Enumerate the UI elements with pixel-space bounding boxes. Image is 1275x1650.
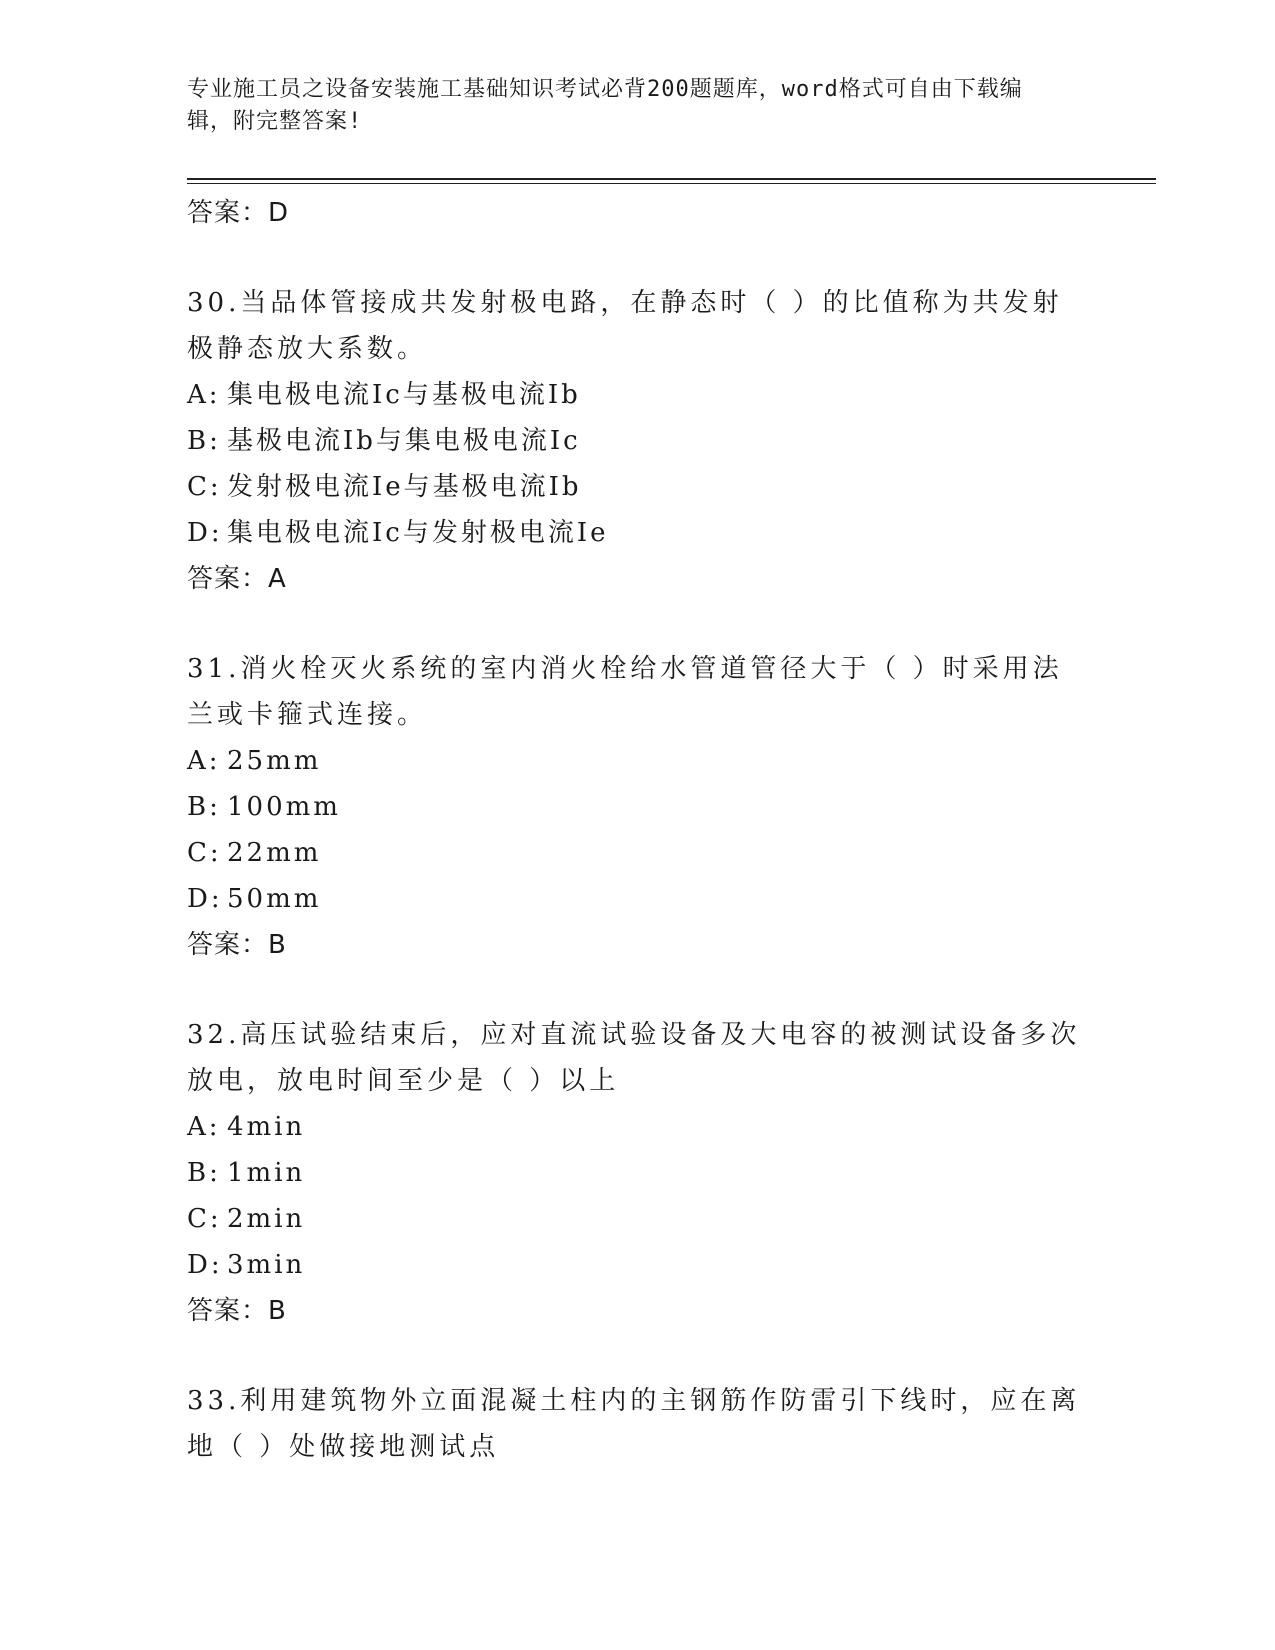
option-b: [187, 784, 1087, 830]
question-stem: 33.利用建筑物外立面混凝土柱内的主钢筋作防雷引下线时，应在离地（ ）处做接地测试点: [187, 1386, 1081, 1462]
question-32: [187, 1012, 1087, 1334]
option-text: 100mm: [227, 792, 341, 822]
option-letter: D:: [187, 1250, 223, 1280]
option-letter: C:: [187, 1204, 222, 1234]
option-c: [187, 464, 1087, 510]
option-c: [187, 1196, 1087, 1242]
option-letter: B:: [187, 1158, 221, 1188]
header-divider-thin: [187, 183, 1156, 184]
question-list: [187, 190, 1087, 1470]
option-b: [187, 418, 1087, 464]
question-stem: 32.高压试验结束后，应对直流试验设备及大电容的被测试设备多次放电，放电时间至少是（ ）以上: [187, 1020, 1081, 1096]
option-letter: A:: [187, 1112, 221, 1142]
option-b: [187, 1150, 1087, 1196]
answer-line: 答案：B: [187, 930, 287, 960]
option-text: 发射极电流Ie与基极电流Ib: [227, 472, 582, 502]
option-letter: D:: [187, 518, 223, 548]
option-letter: A:: [187, 380, 221, 410]
option-text: 25mm: [227, 746, 322, 776]
question-stem: 30.当品体管接成共发射极电路，在静态时（ ）的比值称为共发射极静态放大系数。: [187, 288, 1063, 364]
option-letter: B:: [187, 426, 221, 456]
option-letter: C:: [187, 472, 222, 502]
option-letter: A:: [187, 746, 221, 776]
option-letter: C:: [187, 838, 222, 868]
option-text: 2min: [227, 1204, 306, 1234]
question-30: [187, 280, 1087, 602]
option-text: 集电极电流Ic与发射极电流Ie: [227, 518, 609, 548]
option-d: [187, 1242, 1087, 1288]
option-text: 基极电流Ib与集电极电流Ic: [227, 426, 581, 456]
previous-answer: 答案：D: [187, 198, 290, 228]
question-33: [187, 1378, 1087, 1470]
option-c: [187, 830, 1087, 876]
option-a: [187, 1104, 1087, 1150]
option-letter: D:: [187, 884, 223, 914]
option-a: [187, 738, 1087, 784]
option-text: 1min: [227, 1158, 306, 1188]
option-d: [187, 510, 1087, 556]
question-stem: 31.消火栓灭火系统的室内消火栓给水管道管径大于（ ）时采用法兰或卡箍式连接。: [187, 654, 1063, 730]
option-d: [187, 876, 1087, 922]
option-a: [187, 372, 1087, 418]
option-text: 50mm: [227, 884, 322, 914]
answer-line: 答案：B: [187, 1296, 287, 1326]
option-letter: B:: [187, 792, 221, 822]
option-text: 集电极电流Ic与基极电流Ib: [227, 380, 581, 410]
document-header: 专业施工员之设备安装施工基础知识考试必背200题题库，word格式可自由下载编辑，附完整答案!: [187, 77, 1023, 134]
answer-line: 答案：A: [187, 564, 287, 594]
question-31: [187, 646, 1087, 968]
option-text: 3min: [227, 1250, 306, 1280]
header-divider: [187, 178, 1156, 180]
option-text: 4min: [227, 1112, 306, 1142]
option-text: 22mm: [227, 838, 322, 868]
